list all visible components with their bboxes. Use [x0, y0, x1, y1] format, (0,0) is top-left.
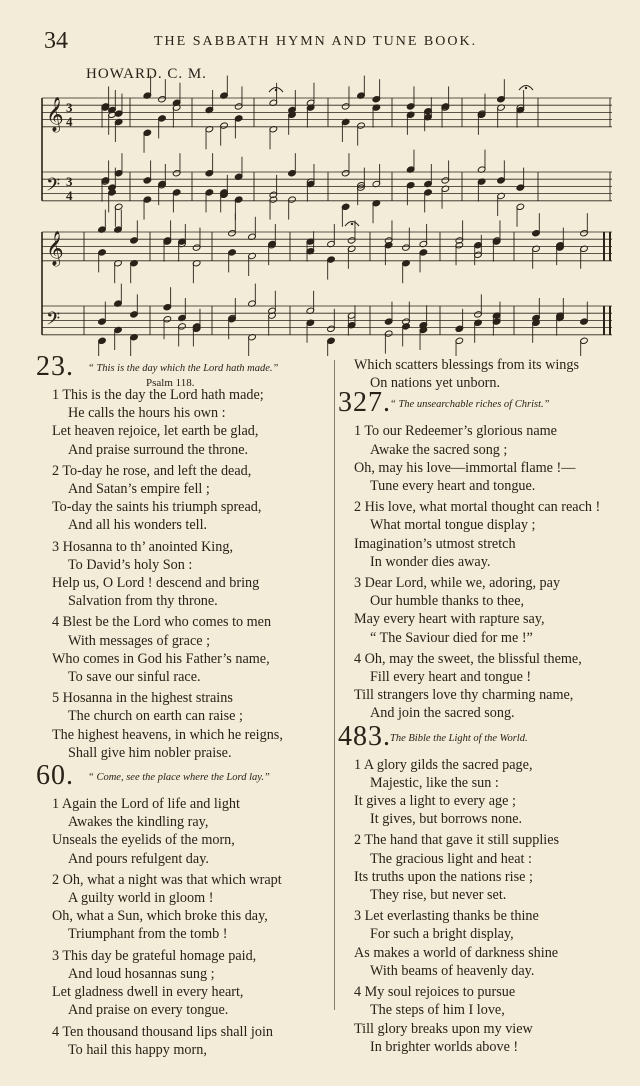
stanza — [36, 689, 331, 762]
verse-line: 1 A glory gilds the sacred page, — [354, 756, 533, 773]
fermata-dot — [351, 223, 353, 225]
stanza — [338, 574, 620, 647]
verse-line: The highest heavens, in which he reigns, — [52, 726, 283, 743]
verse-line: Our humble thanks to thee, — [370, 593, 525, 610]
verse-line: To-day the saints his triumph spread, — [52, 499, 262, 516]
page-number: 34 — [44, 28, 68, 54]
verse-line: 4 Blest be the Lord who comes to men — [52, 614, 272, 631]
verse-line: Triumphant from the tomb ! — [68, 926, 228, 943]
stanza — [36, 1023, 331, 1059]
music-score — [0, 0, 640, 356]
hymn-scripture: “ Come, see the place where the Lord lay.” — [88, 772, 270, 784]
verse-line: Imagination’s utmost stretch — [354, 535, 516, 552]
stanza — [36, 538, 331, 611]
hymn-number: 327. — [338, 387, 391, 419]
verse-line: Salvation from thy throne. — [68, 593, 218, 610]
time-signature-icon: 3 — [66, 100, 73, 115]
verse-line: 2 To-day he rose, and left the dead, — [52, 462, 252, 479]
treble-clef-icon: 𝄞 — [46, 231, 64, 266]
verse-line: Shall give him nobler praise. — [68, 744, 232, 761]
hymn-scripture: “ This is the day which the Lord hath made.” — [88, 363, 279, 374]
verse-line: Help us, O Lord ! descend and bring — [52, 575, 260, 592]
stanza — [338, 650, 620, 723]
verse-line: 3 Let everlasting thanks be thine — [354, 908, 539, 925]
verse-line: It gives, but borrows none. — [370, 811, 523, 828]
verse-line: Oh, what a Sun, which broke this day, — [52, 908, 268, 925]
verse-line: 3 Dear Lord, while we, adoring, pay — [354, 575, 561, 592]
stanza — [338, 498, 620, 571]
score-staves — [42, 76, 612, 356]
verse-line: As makes a world of darkness shine — [354, 944, 559, 961]
verse-line: Oh, may his love—immortal flame !— — [354, 459, 576, 476]
verse-line: What mortal tongue display ; — [370, 517, 536, 534]
verse-line: With beams of heavenly day. — [370, 962, 535, 979]
time-signature-icon: 4 — [66, 114, 73, 129]
verse-line: And Satan’s empire fell ; — [68, 481, 210, 498]
verse-line: 5 Hosanna in the highest strains — [52, 690, 233, 707]
stanza — [338, 422, 620, 495]
verse-line: Let gladness dwell in every heart, — [52, 984, 244, 1001]
stanza — [338, 983, 620, 1056]
fermata-dot — [525, 87, 527, 89]
hymn-number: 60. — [36, 760, 74, 792]
verse-line: Fill every heart and tongue ! — [370, 669, 532, 686]
stanza — [36, 462, 331, 535]
verse-line: In brighter worlds above ! — [370, 1038, 519, 1055]
verse-line: To David’s holy Son : — [68, 556, 193, 573]
verse-line: Awake the sacred song ; — [370, 441, 508, 458]
continuation-line: Which scatters blessings from its wings — [354, 357, 579, 373]
hymn-scripture: The Bible the Light of the World. — [390, 732, 528, 744]
verse-line: Who comes in God his Father’s name, — [52, 650, 270, 667]
verse-line: 2 Oh, what a night was that which wrapt — [52, 871, 282, 888]
time-signature-icon: 4 — [66, 188, 73, 203]
verse-line: Till strangers love thy charming name, — [354, 687, 574, 704]
verse-line: 2 His love, what mortal thought can reach ! — [354, 499, 601, 516]
verse-line: For such a bright display, — [370, 926, 514, 943]
verse-line: 1 This is the day the Lord hath made; — [52, 387, 264, 403]
tune-title: HOWARD. C. M. — [86, 66, 207, 82]
verse-line: May every heart with rapture say, — [354, 611, 545, 628]
verse-line: And praise surround the throne. — [68, 441, 249, 458]
hymn-reference: Psalm 118. — [146, 377, 195, 389]
left-column — [36, 351, 331, 1062]
stanza — [36, 386, 331, 459]
hymn-heading — [338, 720, 620, 756]
verse-line: They rise, but never set. — [370, 887, 507, 904]
stanza — [36, 947, 331, 1020]
verse-line: And join the sacred song. — [370, 705, 515, 722]
verse-line: He calls the hours his own : — [68, 405, 226, 422]
verse-line: With messages of grace ; — [68, 632, 211, 649]
verse-line: 1 To our Redeemer’s glorious name — [354, 423, 557, 440]
bass-clef-icon: 𝄢 — [46, 175, 61, 200]
verse-line: Its truths upon the nations rise ; — [354, 868, 533, 885]
verse-line: Awakes the kindling ray, — [68, 814, 209, 831]
hymn-heading — [36, 760, 331, 795]
verse-line: Let heaven rejoice, let earth be glad, — [52, 423, 259, 440]
verse-line: “ The Saviour died for me !” — [370, 629, 533, 646]
fermata-dot — [275, 89, 277, 91]
treble-clef-icon: 𝄞 — [46, 97, 64, 132]
verse-line: To hail this happy morn, — [68, 1041, 207, 1058]
verse-line: 1 Again the Lord of life and light — [52, 796, 240, 813]
verse-line: 4 My soul rejoices to pursue — [354, 984, 516, 1001]
verse-line: 3 This day be grateful homage paid, — [52, 947, 257, 964]
verse-line: 2 The hand that gave it still supplies — [354, 832, 560, 849]
verse-line: In wonder dies away. — [370, 553, 491, 570]
verse-line: Till glory breaks upon my view — [354, 1020, 533, 1037]
bass-clef-icon: 𝄢 — [46, 309, 61, 334]
verse-line: Unseals the eyelids of the morn, — [52, 832, 235, 849]
stanza — [36, 871, 331, 944]
verse-line: And all his wonders tell. — [68, 517, 208, 534]
verse-line: A guilty world in gloom ! — [68, 890, 214, 907]
hymn-number: 23. — [36, 351, 74, 382]
right-column — [338, 356, 620, 1059]
verse-line: And loud hosannas sung ; — [68, 965, 215, 982]
verse-line: Tune every heart and tongue. — [370, 478, 536, 495]
verse-line: And praise on every tongue. — [68, 1002, 229, 1019]
verse-line: To save our sinful race. — [68, 669, 201, 686]
verse-line: Majestic, like the sun : — [370, 774, 499, 791]
stanza — [338, 907, 620, 980]
time-signature-icon: 3 — [66, 174, 73, 189]
verse-line: 4 Ten thousand thousand lips shall join — [52, 1023, 274, 1040]
hymn-heading — [36, 351, 331, 389]
stanza — [338, 831, 620, 904]
verse-line: The church on earth can raise ; — [68, 708, 243, 725]
verse-line: 4 Oh, may the sweet, the blissful theme, — [354, 650, 582, 667]
verse-line: The steps of him I love, — [370, 1002, 505, 1019]
stanza — [36, 795, 331, 868]
continuation-line: On nations yet unborn. — [370, 375, 501, 392]
hymn-heading — [338, 387, 620, 422]
verse-line: And pours refulgent day. — [68, 850, 209, 867]
column-divider — [334, 360, 335, 1010]
stanza — [36, 613, 331, 686]
verse-line: It gives a light to every age ; — [354, 793, 516, 810]
verse-line: 3 Hosanna to th’ anointed King, — [52, 538, 233, 555]
hymn-number: 483. — [338, 720, 391, 752]
hymn-scripture: “ The unsearchable riches of Christ.” — [390, 399, 550, 411]
verse-line: The gracious light and heat : — [370, 850, 532, 867]
running-title: THE SABBATH HYMN AND TUNE BOOK. — [154, 34, 478, 49]
stanza — [338, 756, 620, 829]
